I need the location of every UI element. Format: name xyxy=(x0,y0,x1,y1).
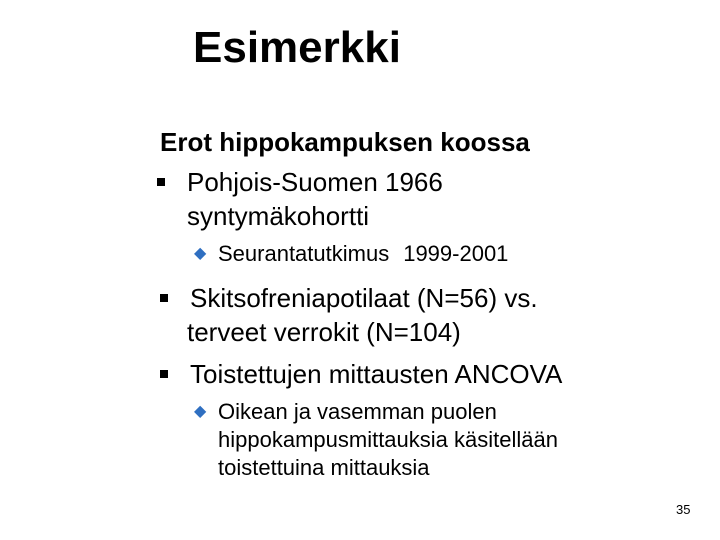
bullet-item-patients xyxy=(187,281,610,349)
sub-bullet-text-a: Seurantatutkimus xyxy=(218,241,390,266)
diamond-bullet-icon: ◆ xyxy=(194,245,207,262)
square-bullet-icon xyxy=(160,294,168,302)
slide-heading: Erot hippokampuksen koossa xyxy=(160,127,530,157)
square-bullet-icon xyxy=(157,178,165,186)
sub-bullet-repeated-measures xyxy=(194,398,658,482)
slide-title: Esimerkki xyxy=(193,23,401,72)
bullet-item-line1: Skitsofreniapotilaat (N=56) vs. xyxy=(190,283,538,313)
sub-bullet-text-b: 1999-2001 xyxy=(403,241,509,266)
bullet-item-ancova xyxy=(190,357,630,391)
page-number: 35 xyxy=(676,502,691,517)
bullet-item-text: Pohjois-Suomen 1966 syntymäkohortti xyxy=(187,167,443,231)
diamond-bullet-icon: ◆ xyxy=(194,403,207,420)
sub-bullet-text: Oikean ja vasemman puolen hippokampusmittauksia käsitellään toistettuina mittauksia xyxy=(218,399,558,480)
square-bullet-icon xyxy=(160,370,168,378)
sub-bullet-followup xyxy=(194,240,578,268)
bullet-item-line2: terveet verrokit (N=104) xyxy=(187,317,461,347)
bullet-item-cohort xyxy=(187,165,507,233)
bullet-item-text: Toistettujen mittausten ANCOVA xyxy=(190,359,563,389)
